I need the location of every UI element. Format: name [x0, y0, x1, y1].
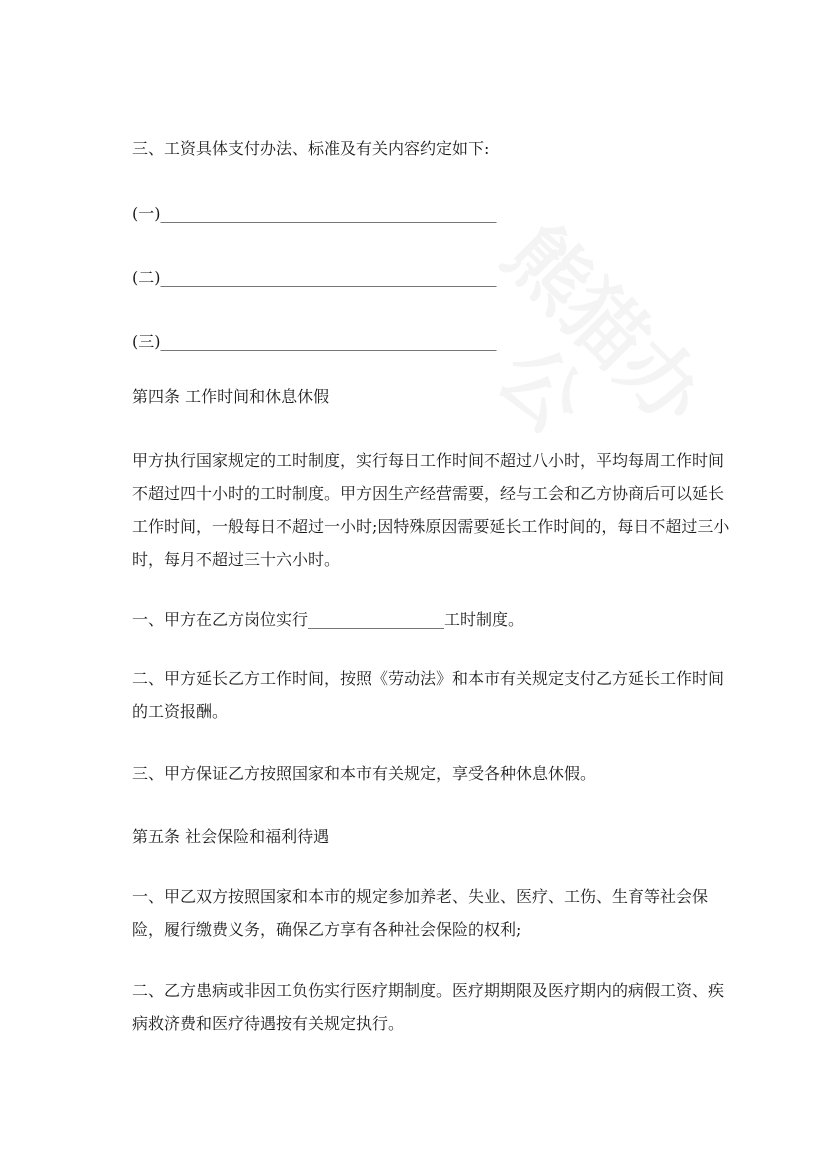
- article-4-body: 甲方执行国家规定的工时制度，实行每日工作时间不超过八小时，平均每周工作时间不超过四十小时的工时制度。甲方因生产经营需要，经与工会和乙方协商后可以延长工作时间，一般每日不超过一小时;因特殊原因需要延长工作时间的，每日不超过三小时，每月不超过三十六小时。: [132, 451, 730, 569]
- article-4-heading: 第四条 工作时间和休息休假: [132, 387, 330, 406]
- wage-item-1: (一)__________________________________________: [132, 204, 497, 223]
- article-4-item-2: 二、甲方延长乙方工作时间，按照《劳动法》和本市有关规定支付乙方延长工作时间的工资报酬。: [132, 669, 725, 721]
- article-5-item-1: 一、甲乙双方按照国家和本市的规定参加养老、失业、医疗、工伤、生育等社会保险，履行缴费义务，确保乙方享有各种社会保险的权利;: [132, 887, 709, 939]
- article-5-heading: 第五条 社会保险和福利待遇: [132, 827, 330, 846]
- wage-item-3: (三)__________________________________________: [132, 332, 497, 351]
- wage-item-2: (二)__________________________________________: [132, 268, 497, 287]
- article-4-item-1: 一、甲方在乙方岗位实行_________________工时制度。: [132, 610, 525, 629]
- clause-wage-payment-heading: 三、工资具体支付办法、标准及有关内容约定如下:: [132, 139, 490, 158]
- article-4-item-3: 三、甲方保证乙方按照国家和本市有关规定，享受各种休息休假。: [132, 764, 597, 783]
- article-5-item-2: 二、乙方患病或非因工负伤实行医疗期制度。医疗期期限及医疗期内的病假工资、疾病救济费和医疗待遇按有关规定执行。: [132, 981, 725, 1033]
